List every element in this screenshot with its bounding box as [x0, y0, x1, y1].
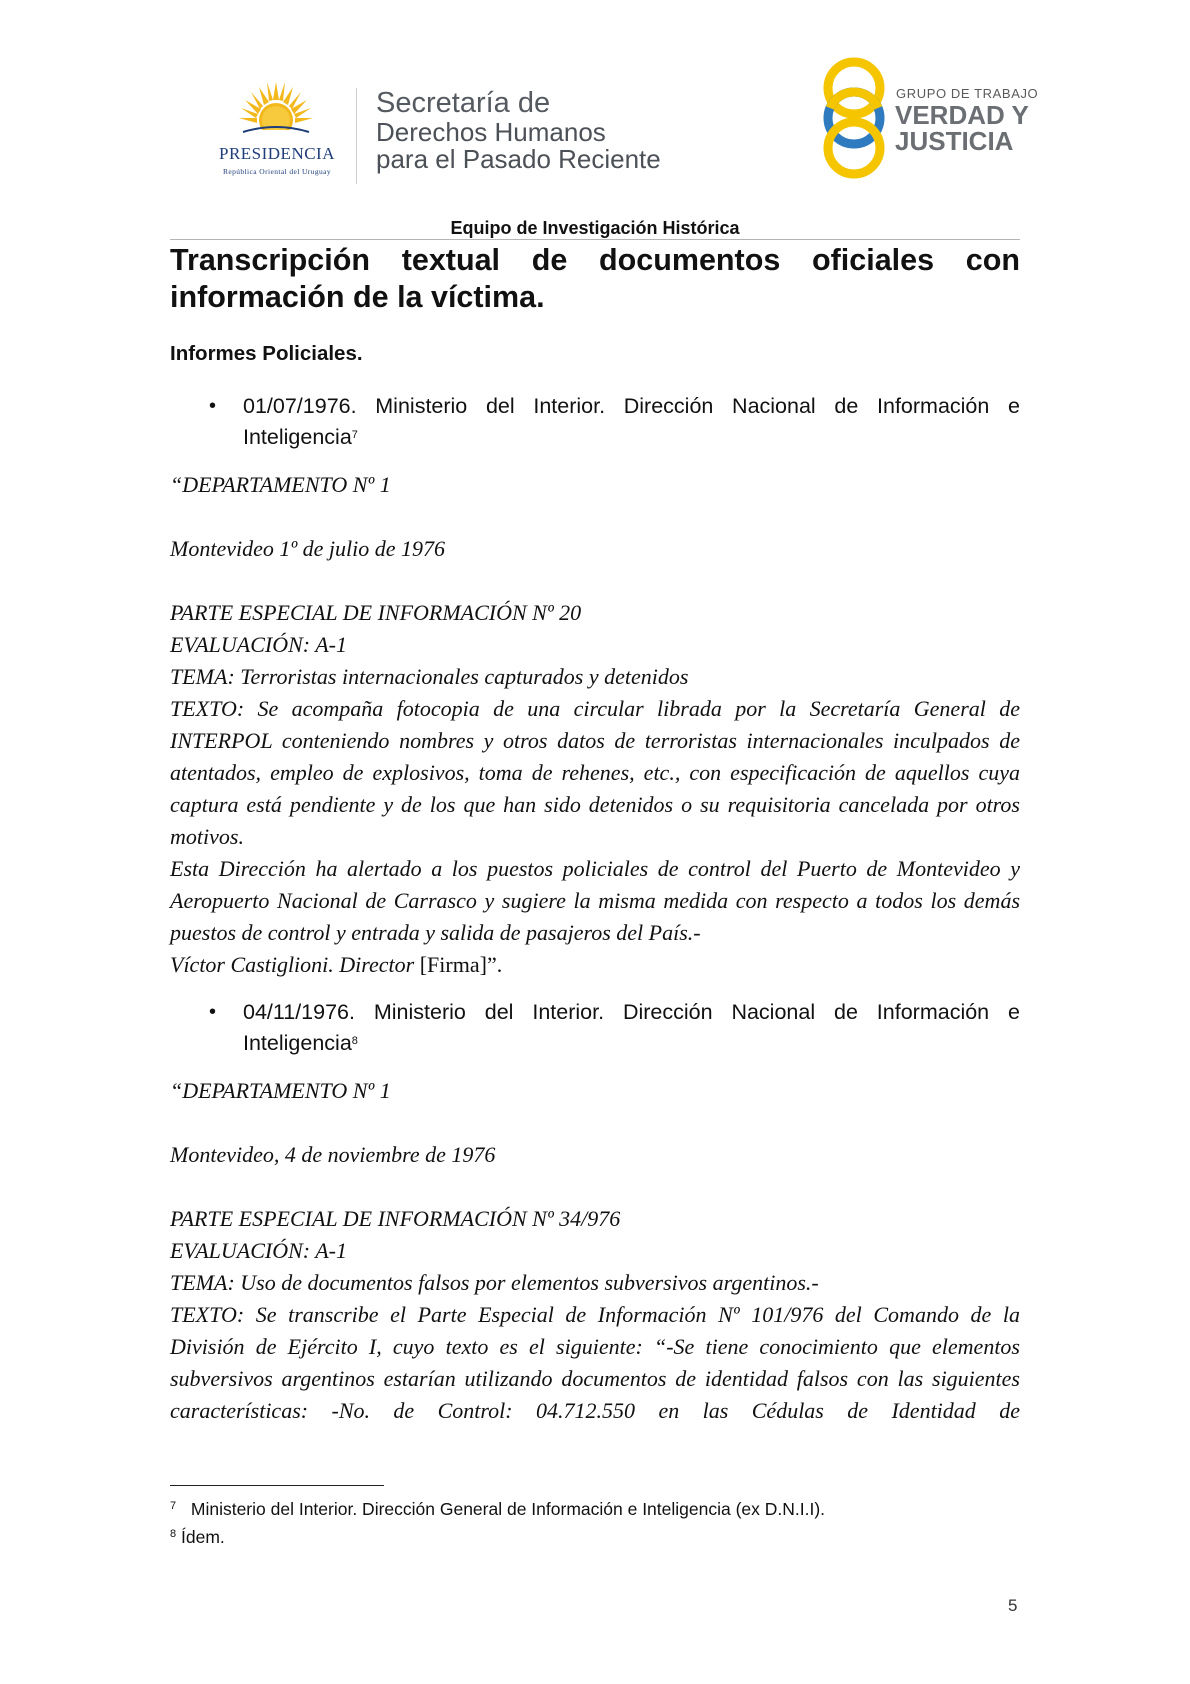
transcribed-document [170, 469, 1020, 981]
list-item [170, 391, 1020, 453]
tema-line: TEMA: Uso de documentos falsos por elementos subversivos argentinos.- [170, 1270, 819, 1295]
footnote-text: Ídem. [181, 1527, 225, 1547]
date-line: Montevideo, 4 de noviembre de 1976 [170, 1142, 496, 1167]
texto-paragraph: TEXTO: Se acompaña fotocopia de una circular librada por la Secretaría General de INTERPOL conteniendo nombres y otros datos de terroristas internacionales inculpados de atentados, empleo de explosivos, toma de rehenes, etc., con especificación de aquellos cuya captura está pendiente y de los que han sido detenidos o su requisitoria cancelada por otros motivos. [170, 696, 1020, 849]
main-content [170, 240, 1020, 1427]
section-title: Informes Policiales. [170, 342, 363, 365]
logo-divider [356, 88, 357, 184]
footnote-number: 8 [170, 1528, 177, 1540]
footnote-rule [170, 1485, 384, 1486]
page-number: 5 [1008, 1596, 1018, 1615]
tema-line: TEMA: Terroristas internacionales capturados y detenidos [170, 664, 689, 689]
footnote [170, 1523, 825, 1551]
sun-emblem-icon [235, 78, 317, 140]
secretaria-line-3: para el Pasado Reciente [376, 144, 661, 174]
signature-line [170, 949, 1020, 981]
texto-paragraph: TEXTO: Se transcribe el Parte Especial de Información Nº 101/976 del Comando de la División de Ejército I, cuyo texto es el siguiente: “-Se tiene conocimiento que elementos subversivos argentinos estarían utilizando documentos de identidad falsos con las siguientes características: -No. de Control: 04.712.550 en las Cédulas de Identidad de [170, 1302, 1020, 1423]
footnote-text: Ministerio del Interior. Dirección General de Información e Inteligencia (ex D.N.I.I). [190, 1499, 826, 1519]
interlocking-rings-icon [818, 56, 890, 180]
grupo-de-trabajo-label: GRUPO DE TRABAJO [896, 86, 1039, 101]
parte-line: PARTE ESPECIAL DE INFORMACIÓN Nº 34/976 [170, 1206, 621, 1231]
page-title: Transcripción textual de documentos oficiales con información de la víctima. [170, 243, 1020, 314]
secretaria-line-1: Secretaría de [376, 87, 551, 119]
transcribed-document [170, 1075, 1020, 1427]
footnote-ref: 8 [351, 1035, 358, 1047]
bullet-icon: • [209, 395, 217, 417]
bullet-icon: • [209, 1001, 217, 1023]
justicia-label: JUSTICIA [895, 126, 1014, 156]
secretaria-line-2: Derechos Humanos [376, 117, 606, 147]
departamento-line: “DEPARTAMENTO Nº 1 [170, 1078, 391, 1103]
footnotes [170, 1495, 825, 1551]
firma-mark: [Firma]”. [419, 952, 503, 977]
list-item [170, 997, 1020, 1059]
running-header: Equipo de Investigación Histórica [450, 218, 740, 238]
footnote-number: 7 [170, 1500, 177, 1512]
evaluacion-line: EVALUACIÓN: A-1 [170, 1238, 347, 1263]
footnote-ref: 7 [351, 429, 358, 441]
secretaria-logo-text [376, 88, 661, 173]
parte-line: PARTE ESPECIAL DE INFORMACIÓN Nº 20 [170, 600, 582, 625]
bullet-text: 04/11/1976. Ministerio del Interior. Dirección Nacional de Información e Inteligencia [243, 1000, 1020, 1055]
verdad-justicia-logo [818, 56, 1039, 182]
signatory: Víctor Castiglioni. Director [170, 952, 420, 977]
presidencia-logo [197, 78, 357, 188]
presidencia-subtitle: República Oriental del Uruguay [222, 167, 331, 176]
bullet-text: 01/07/1976. Ministerio del Interior. Dirección Nacional de Información e Inteligencia [243, 394, 1020, 449]
footnote [170, 1495, 825, 1523]
date-line: Montevideo 1º de julio de 1976 [170, 536, 446, 561]
presidencia-name: PRESIDENCIA [218, 144, 335, 163]
evaluacion-line: EVALUACIÓN: A-1 [170, 632, 347, 657]
texto-paragraph-2: Esta Dirección ha alertado a los puestos policiales de control del Puerto de Montevideo y Aeropuerto Nacional de Carrasco y sugiere la misma medida con respecto a todos los demás puestos de control y entrada y salida de pasajeros del País.- [170, 856, 1020, 945]
verdad-label: VERDAD Y [895, 100, 1029, 130]
departamento-line: “DEPARTAMENTO Nº 1 [170, 472, 391, 497]
